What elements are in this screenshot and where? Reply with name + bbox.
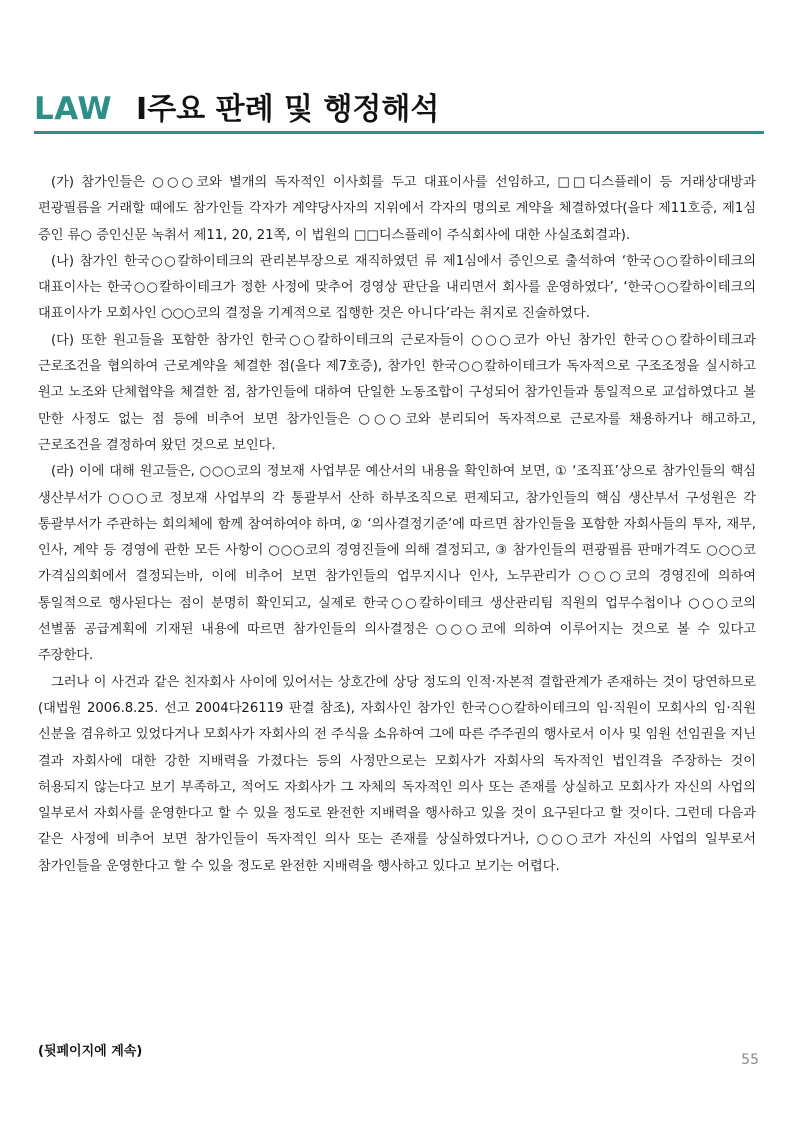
- paragraph-na: (나) 참가인 한국○○칼하이테크의 관리본부장으로 재직하였던 류 제1심에서 증인으로 출석하여 ‘한국○○칼하이테크의 대표이사는 한국○○칼하이테크가 정한 사정에 맞추어 경영상 판단을 내리면서 회사를 운영하였다’, ‘한국○○칼하이테크의 대표이사가 모회사인 ○○○코의 결정을 기계적으로 집행한 것은 아니다’라는 취지로 진술하였다.: [38, 253, 756, 322]
- document-body: [38, 170, 756, 880]
- page-number: 55: [741, 1052, 759, 1068]
- paragraph-da: (다) 또한 원고들을 포함한 참가인 한국○○칼하이테크의 근로자들이 ○○○코가 아닌 참가인 한국○○칼하이테크과 근로조건을 협의하여 근로계약을 체결한 점(을다 제7호증), 참가인 한국○○칼하이테크가 독자적으로 구조조정을 실시하고 원고 노조와 단체협약을 체결한 점, 참가인들에 대하여 단일한 노동조합이 구성되어 참가인들과 통일적으로 교섭하였다고 볼 만한 사정도 없는 점 등에 비추어 보면 참가인들은 ○○○코와 분리되어 독자적으로 근로자를 채용하거나 해고하고, 근로조건을 결정하여 왔던 것으로 보인다.: [38, 332, 756, 453]
- paragraph-ra: (라) 이에 대해 원고들은, ○○○코의 정보재 사업부문 예산서의 내용을 확인하여 보면, ① ‘조직표’상으로 참가인들의 핵심 생산부서가 ○○○코 정보재 사업부의 각 통괄부서 산하 하부조직으로 편제되고, 참가인들의 핵심 생산부서 구성원은 각 통괄부서가 주관하는 회의체에 함께 참여하여야 하며, ② ‘의사결정기준’에 따르면 참가인들을 포함한 자회사들의 투자, 재무, 인사, 계약 등 경영에 관한 모든 사항이 ○○○코의 경영진들에 의해 결정되고, ③ 참가인들의 편광필름 판매가격도 ○○○코 가격심의회에서 결정되는바, 이에 비추어 보면 참가인들의 업무지시나 인사, 노무관리가 ○○○코의 경영진에 의하여 통일적으로 행사된다는 점이 분명히 확인되고, 실제로 한국○○칼하이테크 생산관리팀 직원의 업무수첩이나 ○○○코의 선별품 공급계획에 기재된 내용에 따르면 참가인들의 의사결정은 ○○○코에 의하여 이루어지는 것으로 볼 수 있다고 주장한다.: [38, 464, 756, 664]
- section-label: LAW: [34, 91, 113, 127]
- page-header: [34, 84, 764, 128]
- continued-note: (뒷페이지에 계속): [38, 1044, 143, 1059]
- page-title: Ⅰ주요 판례 및 행정해석: [136, 92, 440, 127]
- paragraph-ga: (가) 참가인들은 ○○○코와 별개의 독자적인 이사회를 두고 대표이사를 선임하고, □□디스플레이 등 거래상대방과 편광필름을 거래할 때에도 참가인들 각자가 계약당사자의 지위에서 각자의 명의로 계약을 체결하였다(을다 제11호증, 제1심 증인 류○ 증인신문 녹취서 제11, 20, 21쪽, 이 법원의 □□디스플레이 주식회사에 대한 사실조회결과).: [38, 175, 756, 243]
- paragraph-conclusion: 그러나 이 사건과 같은 친자회사 사이에 있어서는 상호간에 상당 정도의 인적·자본적 결합관계가 존재하는 것이 당연하므로(대법원 2006.8.25. 선고 2004다26119 판결 참조), 자회사인 참가인 한국○○칼하이테크의 임·직원이 모회사의 임·직원 신분을 겸유하고 있었다거나 모회사가 자회사의 전 주식을 소유하여 그에 따른 주주권의 행사로서 이사 및 임원 선임권을 지닌 결과 자회사에 대한 강한 지배력을 가졌다는 등의 사정만으로는 모회사가 자회사의 독자적인 법인격을 주장하는 것이 허용되지 않는다고 보기 부족하고, 적어도 자회사가 그 자체의 독자적인 의사 또는 존재를 상실하고 모회사가 자신의 사업의 일부로서 자회사를 운영한다고 할 수 있을 정도로 완전한 지배력을 행사하고 있을 것이 요구된다고 할 것이다. 그런데 다음과 같은 사정에 비추어 보면 참가인들이 독자적인 의사 또는 존재를 상실하였다거나, ○○○코가 자신의 사업의 일부로서 참가인들을 운영한다고 할 수 있을 정도로 완전한 지배력을 행사하고 있다고 보기는 어렵다.: [38, 674, 756, 874]
- header-divider: [34, 131, 764, 134]
